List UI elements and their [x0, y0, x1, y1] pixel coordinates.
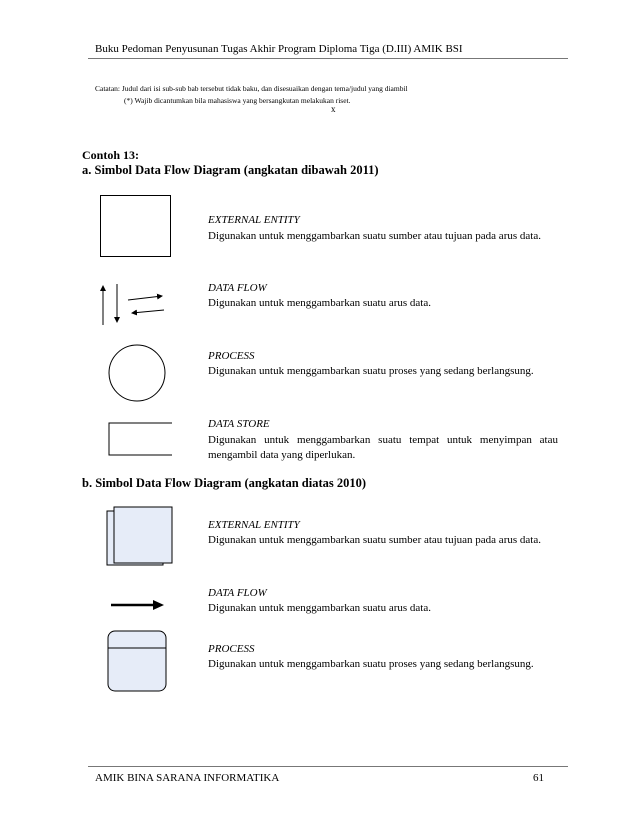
header-divider — [88, 58, 568, 59]
external-entity-square-symbol — [100, 195, 172, 258]
section-a-process-desc: Digunakan untuk menggambarkan suatu proses yang sedang berlangsung. — [208, 365, 534, 377]
page-header-title: Buku Pedoman Penyusunan Tugas Akhir Program Diploma Tiga (D.III) AMIK BSI — [95, 43, 463, 55]
section-b-process-title: PROCESS — [208, 643, 255, 655]
section-b-entity-desc: Digunakan untuk menggambarkan suatu sumber atau tujuan pada arus data. — [208, 534, 541, 546]
footer-institution: AMIK BINA SARANA INFORMATIKA — [95, 772, 280, 784]
section-a-datastore-title: DATA STORE — [208, 418, 270, 430]
example-label: Contoh 13: — [82, 148, 140, 162]
section-b-entity-title: EXTERNAL ENTITY — [208, 519, 300, 531]
section-a-process-title: PROCESS — [208, 350, 255, 362]
external-entity-stacked-symbol — [106, 506, 176, 568]
section-a-datastore-desc-line1: Digunakan untuk menggambarkan suatu tempat untuk menyimpan atau — [208, 434, 558, 446]
data-store-symbol — [108, 422, 173, 457]
data-flow-arrows-symbol — [96, 280, 172, 328]
footer-page-number: 61 — [533, 772, 544, 784]
note-mark: x — [331, 104, 336, 114]
section-b-process-desc: Digunakan untuk menggambarkan suatu proses yang sedang berlangsung. — [208, 658, 534, 670]
section-a-dataflow-desc: Digunakan untuk menggambarkan suatu arus data. — [208, 297, 431, 309]
note-line-1: Catatan: Judul dari isi sub-sub bab tersebut tidak baku, dan disesuaikan dengan tema/judul yang diambil — [95, 84, 408, 93]
section-b-dataflow-desc: Digunakan untuk menggambarkan suatu arus data. — [208, 602, 431, 614]
data-flow-arrow-symbol — [110, 598, 166, 612]
section-b-dataflow-title: DATA FLOW — [208, 587, 267, 599]
section-a-heading: a. Simbol Data Flow Diagram (angkatan dibawah 2011) — [82, 163, 379, 177]
footer-divider — [88, 766, 568, 767]
section-a-entity-desc: Digunakan untuk menggambarkan suatu sumber atau tujuan pada arus data. — [208, 230, 541, 242]
section-a-entity-title: EXTERNAL ENTITY — [208, 214, 300, 226]
section-b-heading: b. Simbol Data Flow Diagram (angkatan diatas 2010) — [82, 476, 367, 490]
process-circle-symbol — [108, 344, 168, 404]
section-a-datastore-desc-line2: mengambil data yang diperlukan. — [208, 449, 356, 461]
process-rounded-rect-symbol — [107, 630, 169, 694]
section-a-dataflow-title: DATA FLOW — [208, 282, 267, 294]
note-line-2: (*) Wajib dicantumkan bila mahasiswa yang bersangkutan melakukan riset. — [124, 96, 351, 105]
